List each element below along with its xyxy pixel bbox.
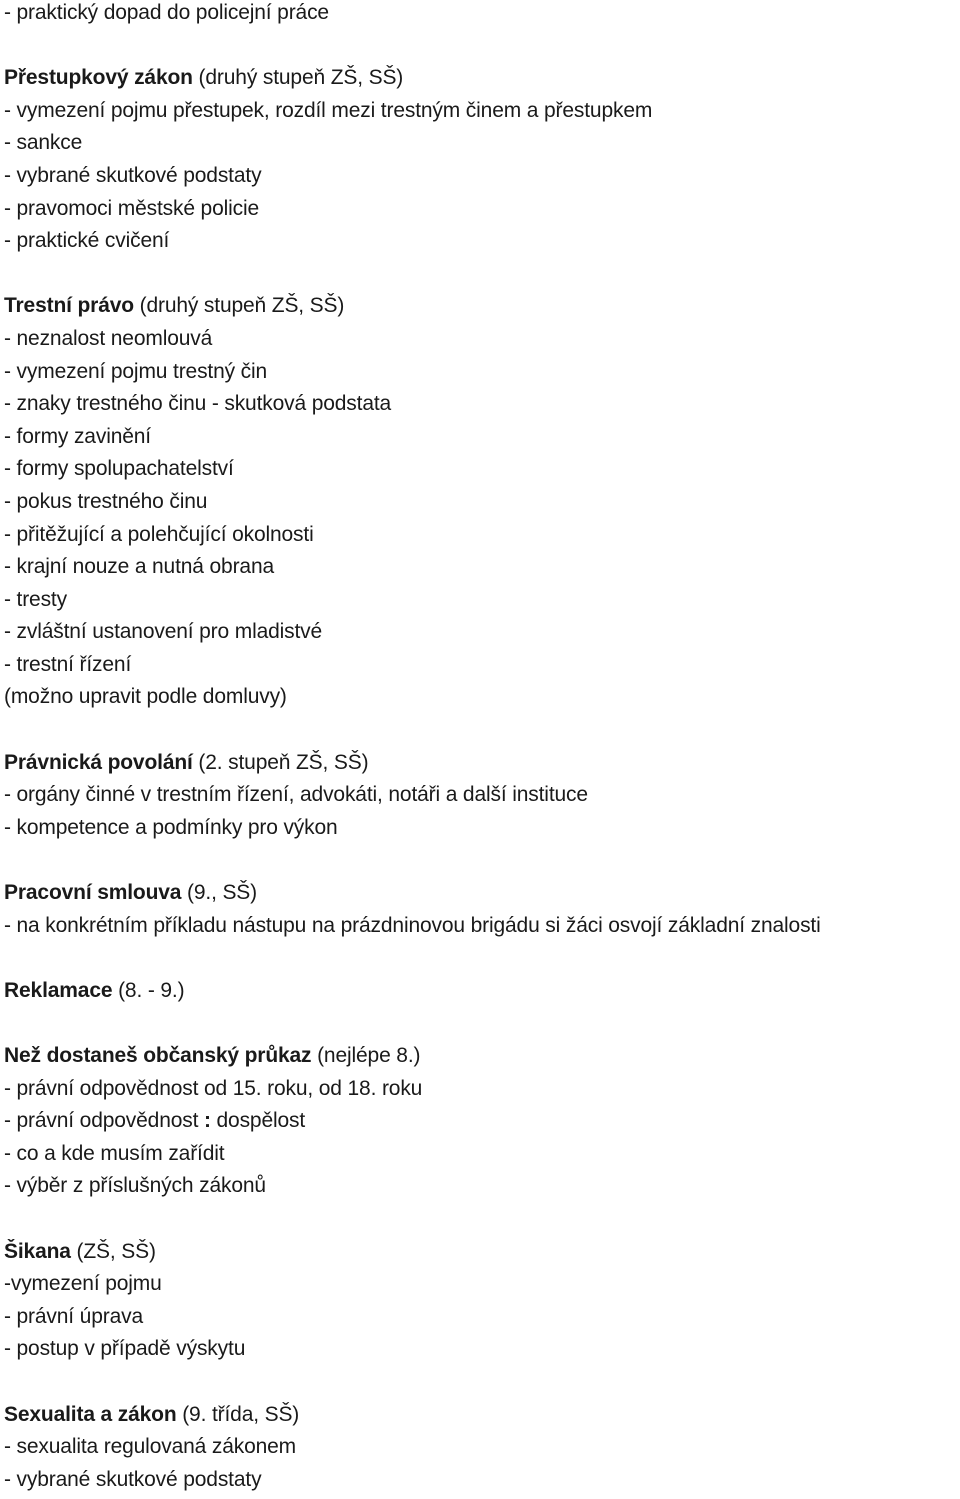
- text-line: (možno upravit podle domluvy): [4, 685, 287, 709]
- text-line: - formy zavinění: [4, 424, 151, 448]
- blank-line: [4, 1369, 958, 1402]
- text-line: - vymezení pojmu trestný čin: [4, 359, 268, 383]
- section-heading-line: [4, 750, 958, 783]
- text-line: - kompetence a podmínky pro výkon: [4, 815, 338, 839]
- text-line: - vybrané skutkové podstaty: [4, 1467, 262, 1491]
- section-title: Šikana: [4, 1239, 71, 1263]
- section-note: (druhý stupeň ZŠ, SŠ): [192, 66, 404, 90]
- section-note: (8. - 9.): [112, 978, 185, 1002]
- section-note: (2. stupeň ZŠ, SŠ): [192, 750, 369, 774]
- section-title: Trestní právo: [4, 294, 134, 318]
- blank-line: [4, 1206, 958, 1239]
- section-note: (9., SŠ): [181, 881, 258, 905]
- text-line: - praktický dopad do policejní práce: [4, 1, 329, 24]
- document-body: [4, 0, 958, 1499]
- text-line: - praktické cvičení: [4, 229, 170, 253]
- section-title: Sexualita a zákon: [4, 1402, 177, 1426]
- text-line: - postup v případě výskytu: [4, 1337, 246, 1361]
- text-line: - krajní nouze a nutná obrana: [4, 555, 275, 579]
- text-line: - pokus trestného činu: [4, 489, 208, 513]
- line-prefix: - právní odpovědnost: [4, 1109, 204, 1133]
- text-line: - tresty: [4, 587, 67, 611]
- text-line: - právní odpovědnost od 15. roku, od 18. roku: [4, 1076, 423, 1100]
- blank-line: [4, 945, 958, 978]
- text-line: - neznalost neomlouvá: [4, 326, 213, 350]
- text-line: - co a kde musím zařídit: [4, 1141, 225, 1165]
- text-line: - na konkrétním příkladu nástupu na prázdninovou brigádu si žáci osvojí základní znalosti: [4, 913, 821, 937]
- text-line: - vybrané skutkové podstaty: [4, 163, 262, 187]
- text-line: - právní úprava: [4, 1304, 143, 1328]
- section-title: Pracovní smlouva: [4, 881, 182, 905]
- text-line: - znaky trestného činu - skutková podstata: [4, 392, 392, 416]
- text-line: - orgány činné v trestním řízení, advokáti, notáři a další instituce: [4, 783, 588, 807]
- section-title: Než dostaneš občanský průkaz: [4, 1044, 312, 1067]
- text-line: - trestní řízení: [4, 652, 132, 676]
- section-note: (druhý stupeň ZŠ, SŠ): [133, 294, 345, 318]
- section-heading-line: [4, 1239, 958, 1272]
- section-heading-line: [4, 1043, 958, 1076]
- blank-line: [4, 33, 958, 66]
- text-line: - sexualita regulovaná zákonem: [4, 1435, 297, 1459]
- text-line: -vymezení pojmu: [4, 1272, 162, 1296]
- section-note: dospělost: [210, 1109, 306, 1133]
- section-title: Reklamace: [4, 978, 113, 1002]
- section-heading-line: [4, 1108, 958, 1141]
- text-line: - pravomoci městské policie: [4, 196, 260, 220]
- text-line: - zvláštní ustanovení pro mladistvé: [4, 620, 323, 644]
- text-line: - vymezení pojmu přestupek, rozdíl mezi trestným činem a přestupkem: [4, 98, 653, 122]
- section-title: Právnická povolání: [4, 750, 193, 774]
- section-note: (ZŠ, SŠ): [70, 1239, 156, 1263]
- section-heading-line: [4, 978, 958, 1011]
- text-line: - sankce: [4, 131, 83, 155]
- blank-line: [4, 717, 958, 750]
- blank-line: [4, 1010, 958, 1043]
- section-heading-line: [4, 880, 958, 913]
- section-note: (nejlépe 8.): [311, 1044, 421, 1067]
- blank-line: [4, 847, 958, 880]
- section-heading-line: [4, 293, 958, 326]
- blank-line: [4, 261, 958, 294]
- text-line: - výběr z příslušných zákonů: [4, 1174, 266, 1198]
- section-title: Přestupkový zákon: [4, 66, 193, 90]
- bold-text: :: [203, 1109, 211, 1133]
- section-note: (9. třída, SŠ): [176, 1402, 300, 1426]
- text-line: - formy spolupachatelství: [4, 457, 234, 481]
- text-line: - přitěžující a polehčující okolnosti: [4, 522, 314, 546]
- section-heading-line: [4, 65, 958, 98]
- section-heading-line: [4, 1402, 958, 1435]
